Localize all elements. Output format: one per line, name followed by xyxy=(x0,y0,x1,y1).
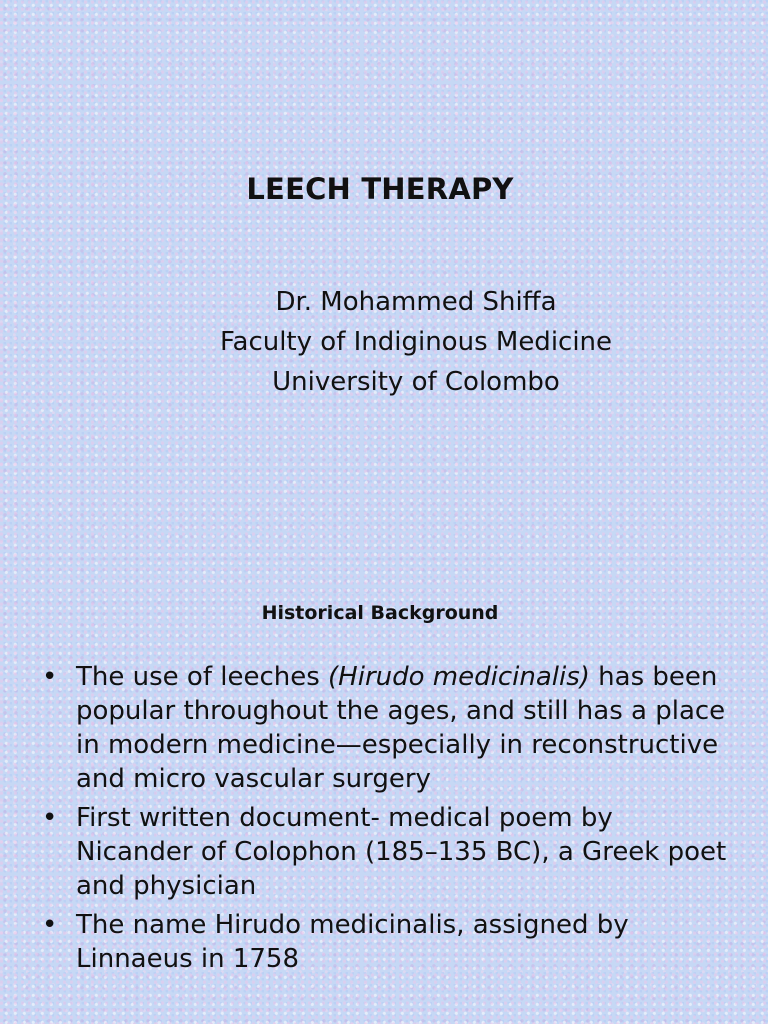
bullet-text: First written document- medical poem by Nicander of Colophon (185–135 BC), a Greek poet and physician xyxy=(76,803,727,901)
bullet-text: The name Hirudo medicinalis, assigned by Linnaeus in 1758 xyxy=(76,910,629,974)
author-faculty: Faculty of Indiginous Medicine xyxy=(219,327,613,357)
bullet-text-italic: (Hirudo medicinalis) xyxy=(328,662,590,692)
bullet-icon: • xyxy=(42,910,58,940)
bullet-text-before: The use of leeches xyxy=(76,662,329,692)
bullet-icon: • xyxy=(42,803,58,833)
bullet-item xyxy=(40,908,730,976)
slide-title: LEECH THERAPY xyxy=(246,172,514,206)
bullet-item xyxy=(40,801,730,903)
bullet-list xyxy=(40,660,730,981)
bullet-icon: • xyxy=(42,662,58,692)
author-block xyxy=(140,282,692,402)
author-university: University of Colombo xyxy=(272,367,560,397)
bullet-text-after: has been popular throughout the ages, and still has a place in modern medicine—especially in reconstructive and micro vascular surgery xyxy=(76,662,726,794)
section-heading: Historical Background xyxy=(261,602,499,624)
bullet-item xyxy=(40,660,730,796)
author-name: Dr. Mohammed Shiffa xyxy=(275,287,557,317)
